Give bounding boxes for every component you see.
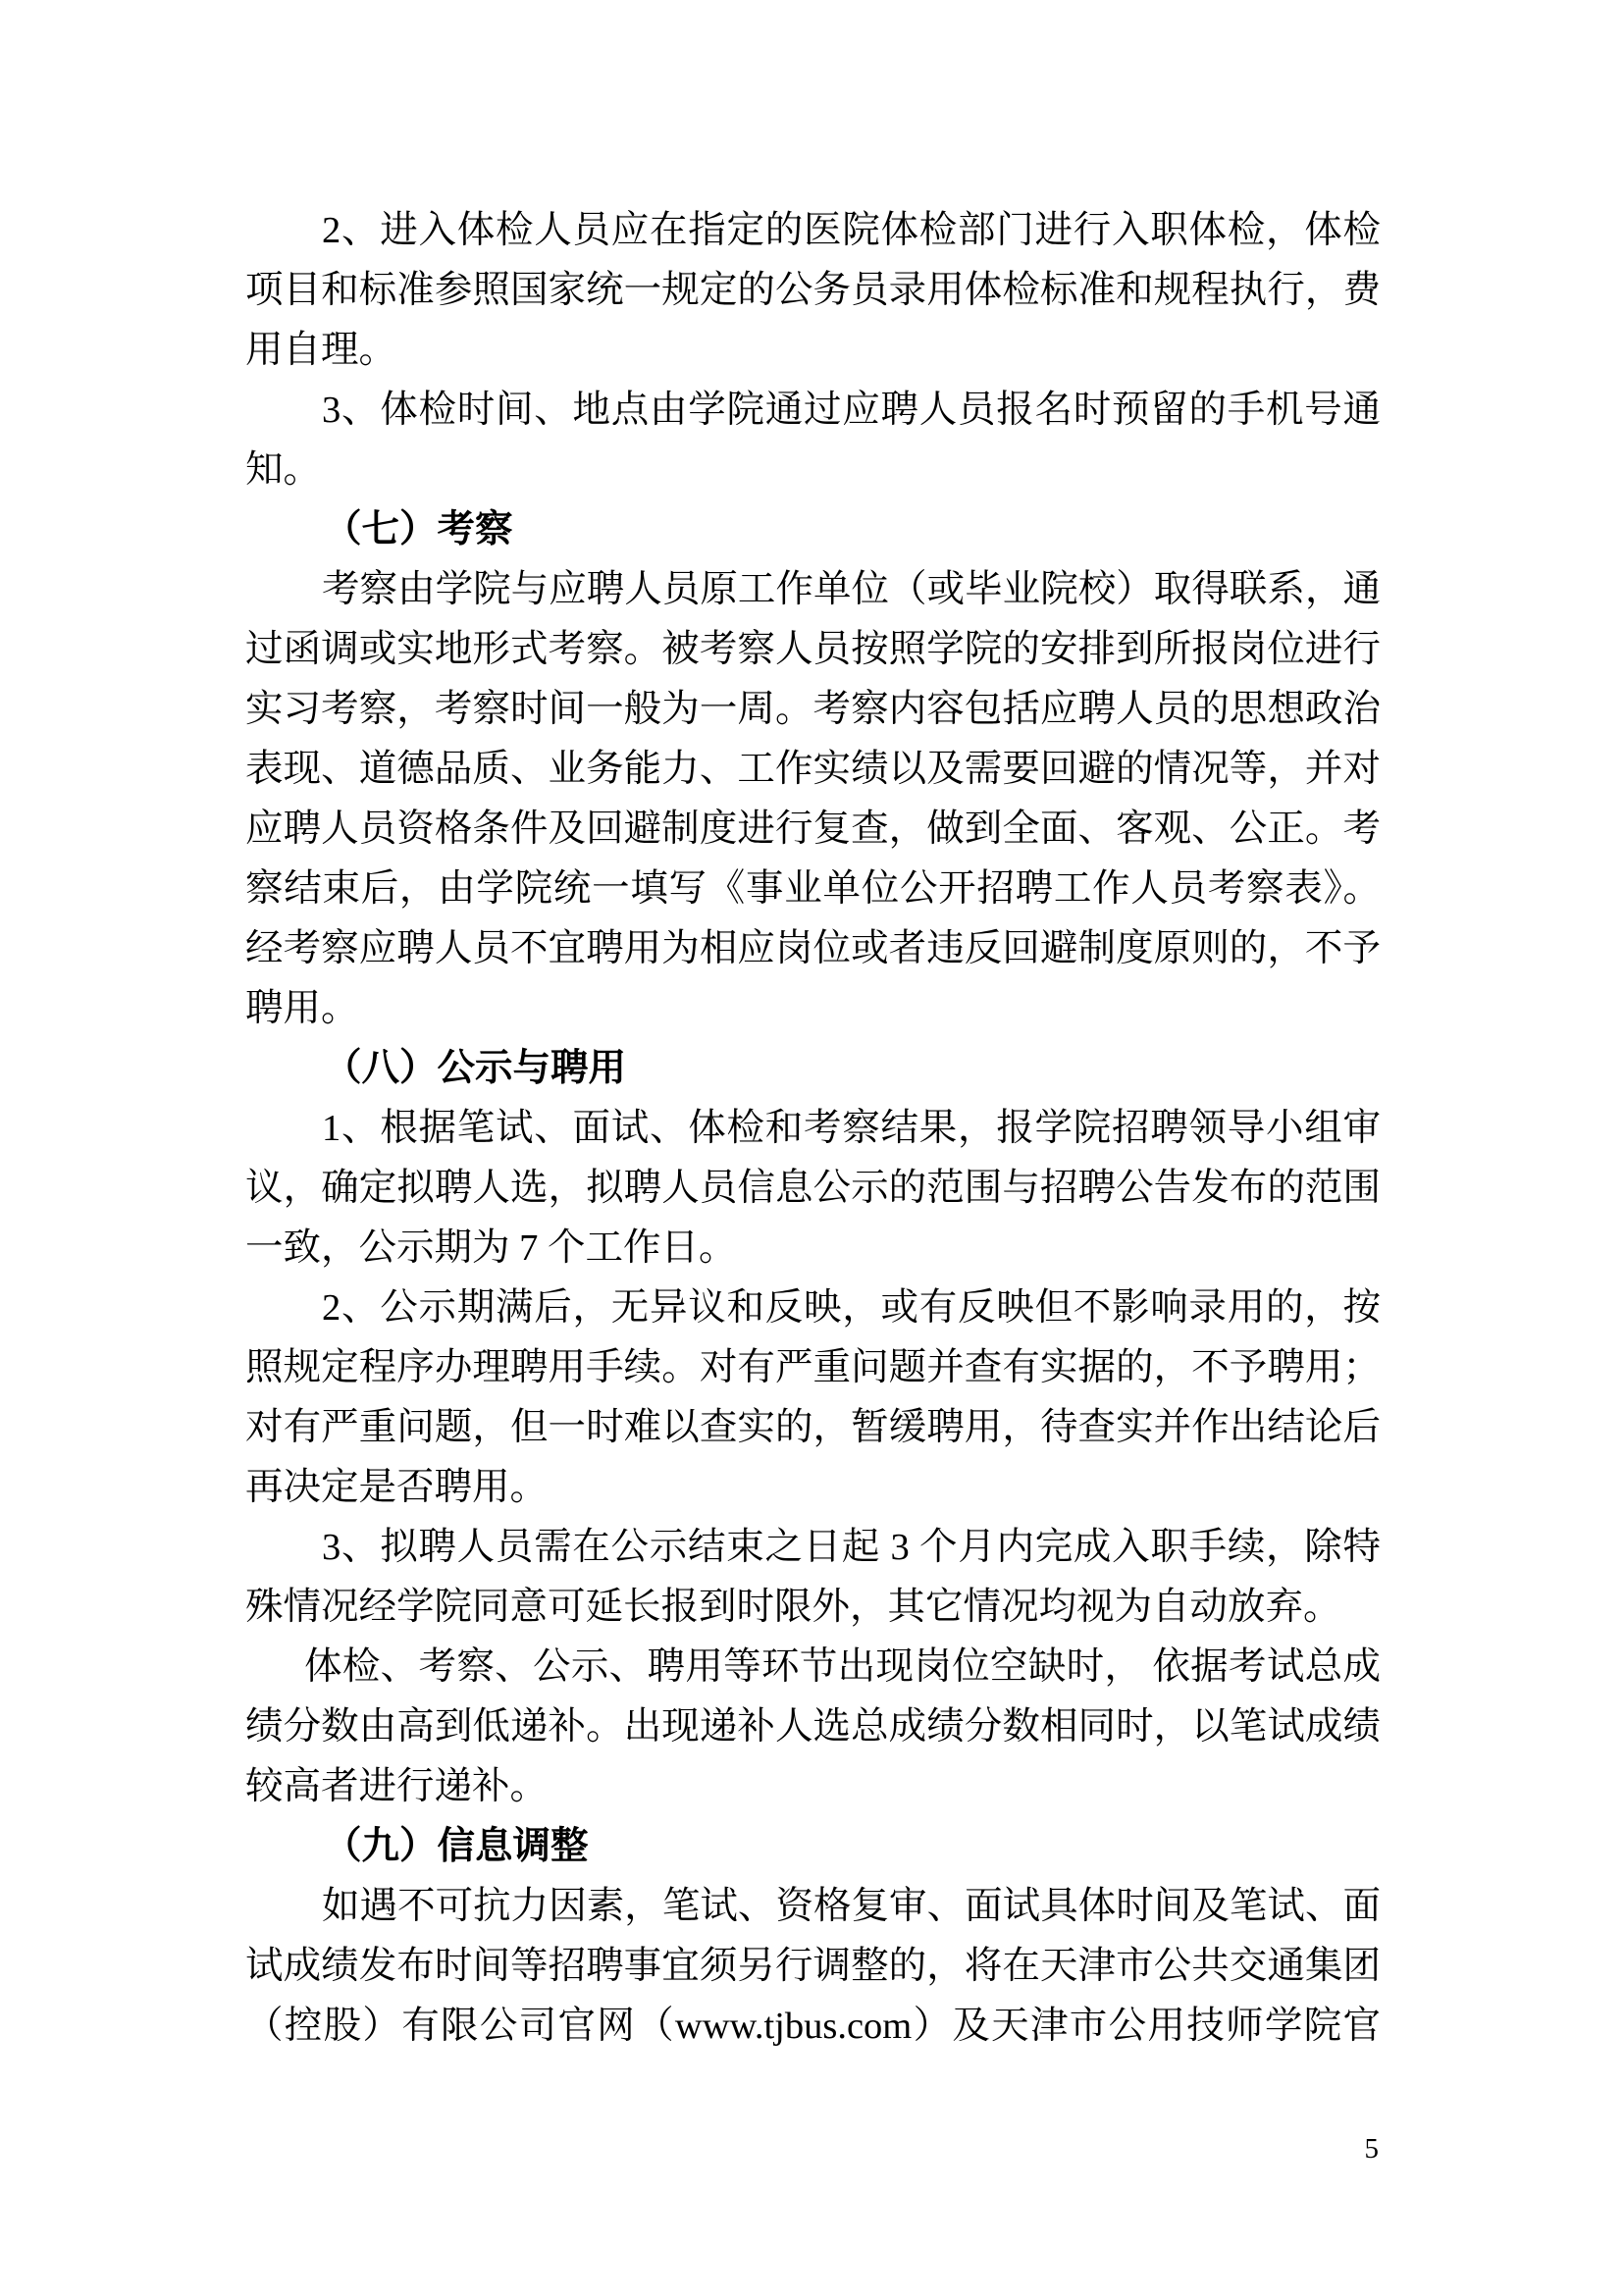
text-line: 2、公示期满后，无异议和反映，或有反映但不影响录用的，按 (322, 1287, 1381, 1329)
text-line: 实习考察，考察时间一般为一周。考察内容包括应聘人员的思想政治 (245, 689, 1381, 730)
text-line: 用自理。 (245, 330, 397, 371)
text-line: 3、拟聘人员需在公示结束之日起 3 个月内完成入职手续，除特 (322, 1527, 1381, 1568)
text-line: 试成绩发布时间等招聘事宜须另行调整的，将在天津市公共交通集团 (245, 1946, 1381, 1987)
text-line: 考察由学院与应聘人员原工作单位（或毕业院校）取得联系，通 (322, 569, 1381, 610)
page-number: 5 (1364, 2133, 1379, 2165)
text-line: （控股）有限公司官网（www.tjbus.com）及天津市公用技师学院官 (245, 2006, 1381, 2047)
text-line: 殊情况经学院同意可延长报到时限外，其它情况均视为自动放弃。 (245, 1587, 1341, 1628)
text-line: 如遇不可抗力因素，笔试、资格复审、面试具体时间及笔试、面 (322, 1886, 1381, 1927)
text-line: 议，确定拟聘人选，拟聘人员信息公示的范围与招聘公告发布的范围 (245, 1168, 1381, 1209)
text-line: 察结束后，由学院统一填写《事业单位公开招聘工作人员考察表》。 (245, 868, 1381, 910)
text-line: 知。 (245, 449, 322, 491)
text-line: 表现、道德品质、业务能力、工作实绩以及需要回避的情况等，并对 (245, 749, 1381, 790)
text-line: 项目和标准参照国家统一规定的公务员录用体检标准和规程执行，费 (245, 270, 1381, 311)
text-line: 一致，公示期为 7 个工作日。 (245, 1227, 737, 1269)
text-line: 对有严重问题，但一时难以查实的，暂缓聘用，待查实并作出结论后 (245, 1407, 1381, 1448)
heading-section-7: （七）考察 (324, 509, 513, 550)
heading-section-8: （八）公示与聘用 (324, 1048, 627, 1089)
text-line: 较高者进行递补。 (245, 1766, 549, 1807)
text-line: 照规定程序办理聘用手续。对有严重问题并查有实据的，不予聘用； (245, 1347, 1381, 1388)
text-line: 经考察应聘人员不宜聘用为相应岗位或者违反回避制度原则的，不予 (245, 928, 1381, 969)
text-line: 2、进入体检人员应在指定的医院体检部门进行入职体检，体检 (322, 210, 1381, 251)
text-line: 绩分数由高到低递补。出现递补人选总成绩分数相同时，以笔试成绩 (245, 1706, 1381, 1748)
text-line: 3、体检时间、地点由学院通过应聘人员报名时预留的手机号通 (322, 390, 1381, 431)
text-line: 应聘人员资格条件及回避制度进行复查，做到全面、客观、公正。考 (245, 809, 1381, 850)
text-line: 聘用。 (245, 988, 359, 1029)
text-line: 再决定是否聘用。 (245, 1467, 549, 1508)
document-body (245, 201, 1381, 2057)
text-line: 过函调或实地形式考察。被考察人员按照学院的安排到所报岗位进行 (245, 629, 1381, 670)
heading-section-9: （九）信息调整 (324, 1826, 589, 1867)
text-line: 体检、考察、公示、聘用等环节出现岗位空缺时， 依据考试总成 (304, 1646, 1381, 1688)
text-line: 1、根据笔试、面试、体检和考察结果，报学院招聘领导小组审 (322, 1108, 1381, 1149)
